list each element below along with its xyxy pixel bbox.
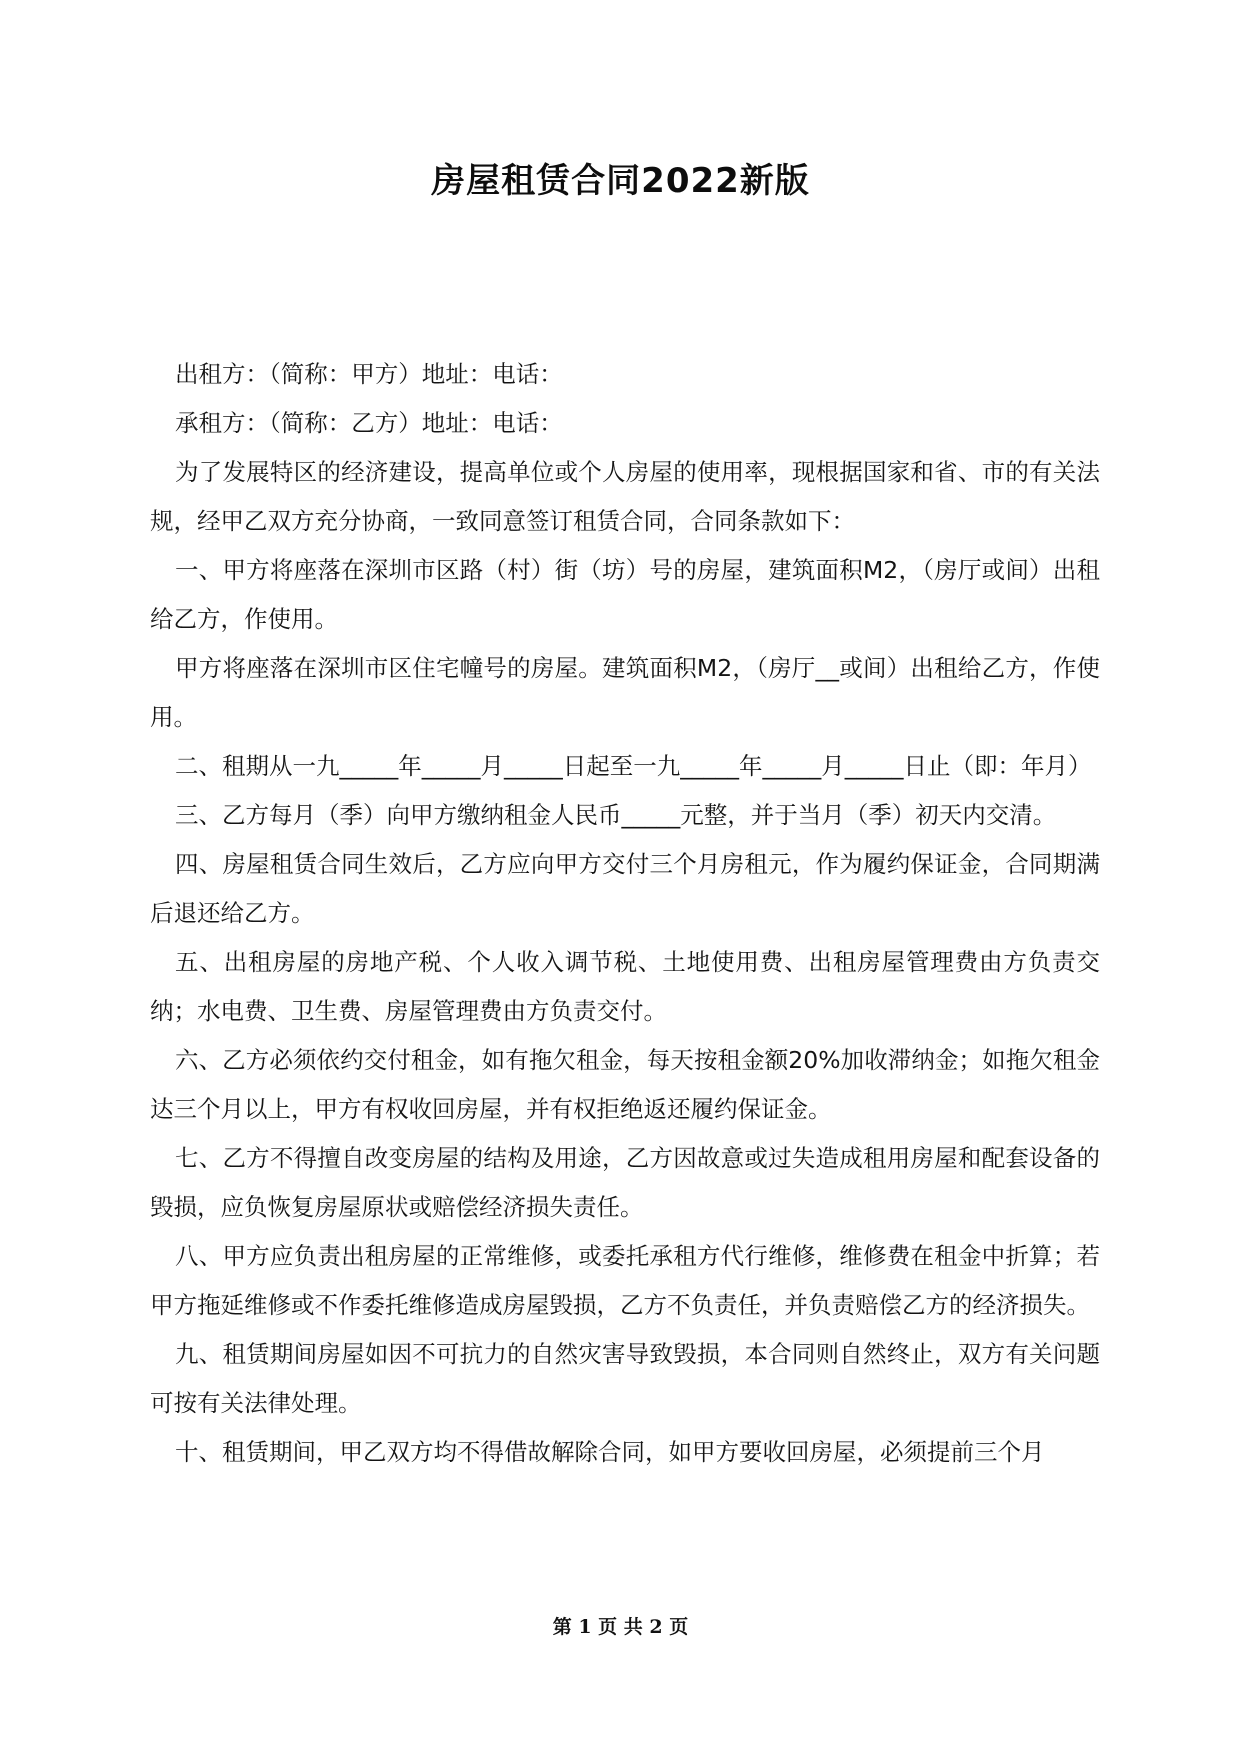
paragraph-preamble: 为了发展特区的经济建设，提高单位或个人房屋的使用率，现根据国家和省、市的有关法规，经甲乙双方充分协商，一致同意签订租赁合同，合同条款如下： — [150, 458, 1100, 535]
paragraph-clause-1: 一、甲方将座落在深圳市区路（村）街（坊）号的房屋，建筑面积M2，（房厅或间）出租给乙方，作使用。 — [150, 556, 1100, 633]
paragraph-lessor: 出租方：（简称：甲方）地址：电话： — [175, 360, 563, 388]
paragraph-clause-4: 四、房屋租赁合同生效后，乙方应向甲方交付三个月房租元，作为履约保证金，合同期满后退还给乙方。 — [150, 850, 1100, 927]
paragraph-clause-1-alt: 甲方将座落在深圳市区住宅幢号的房屋。建筑面积M2，（房厅__或间）出租给乙方，作使用。 — [150, 654, 1100, 731]
paragraph-clause-8: 八、甲方应负责出租房屋的正常维修，或委托承租方代行维修，维修费在租金中折算；若甲方拖延维修或不作委托维修造成房屋毁损，乙方不负责任，并负责赔偿乙方的经济损失。 — [150, 1242, 1100, 1319]
paragraph-lessee: 承租方：（简称：乙方）地址：电话： — [175, 409, 563, 437]
paragraph-clause-5: 五、出租房屋的房地产税、个人收入调节税、土地使用费、出租房屋管理费由方负责交纳；水电费、卫生费、房屋管理费由方负责交付。 — [150, 948, 1100, 1025]
paragraph-clause-6: 六、乙方必须依约交付租金，如有拖欠租金，每天按租金额20%加收滞纳金；如拖欠租金达三个月以上，甲方有权收回房屋，并有权拒绝返还履约保证金。 — [150, 1046, 1100, 1123]
document-body — [150, 350, 1100, 1477]
paragraph-clause-2: 二、租期从一九_____年_____月_____日起至一九_____年_____月_____日止（即：年月） — [175, 752, 1092, 780]
page-footer: 第 1 页 共 2 页 — [552, 1616, 689, 1638]
paragraph-clause-7: 七、乙方不得擅自改变房屋的结构及用途，乙方因故意或过失造成租用房屋和配套设备的毁损，应负恢复房屋原状或赔偿经济损失责任。 — [150, 1144, 1100, 1221]
document-title: 房屋租赁合同2022新版 — [431, 161, 810, 201]
paragraph-clause-9: 九、租赁期间房屋如因不可抗力的自然灾害导致毁损，本合同则自然终止，双方有关问题可按有关法律处理。 — [150, 1340, 1100, 1417]
paragraph-clause-10: 十、租赁期间，甲乙双方均不得借故解除合同，如甲方要收回房屋，必须提前三个月 — [175, 1438, 1045, 1466]
paragraph-clause-3: 三、乙方每月（季）向甲方缴纳租金人民币_____元整，并于当月（季）初天内交清。 — [175, 801, 1057, 829]
